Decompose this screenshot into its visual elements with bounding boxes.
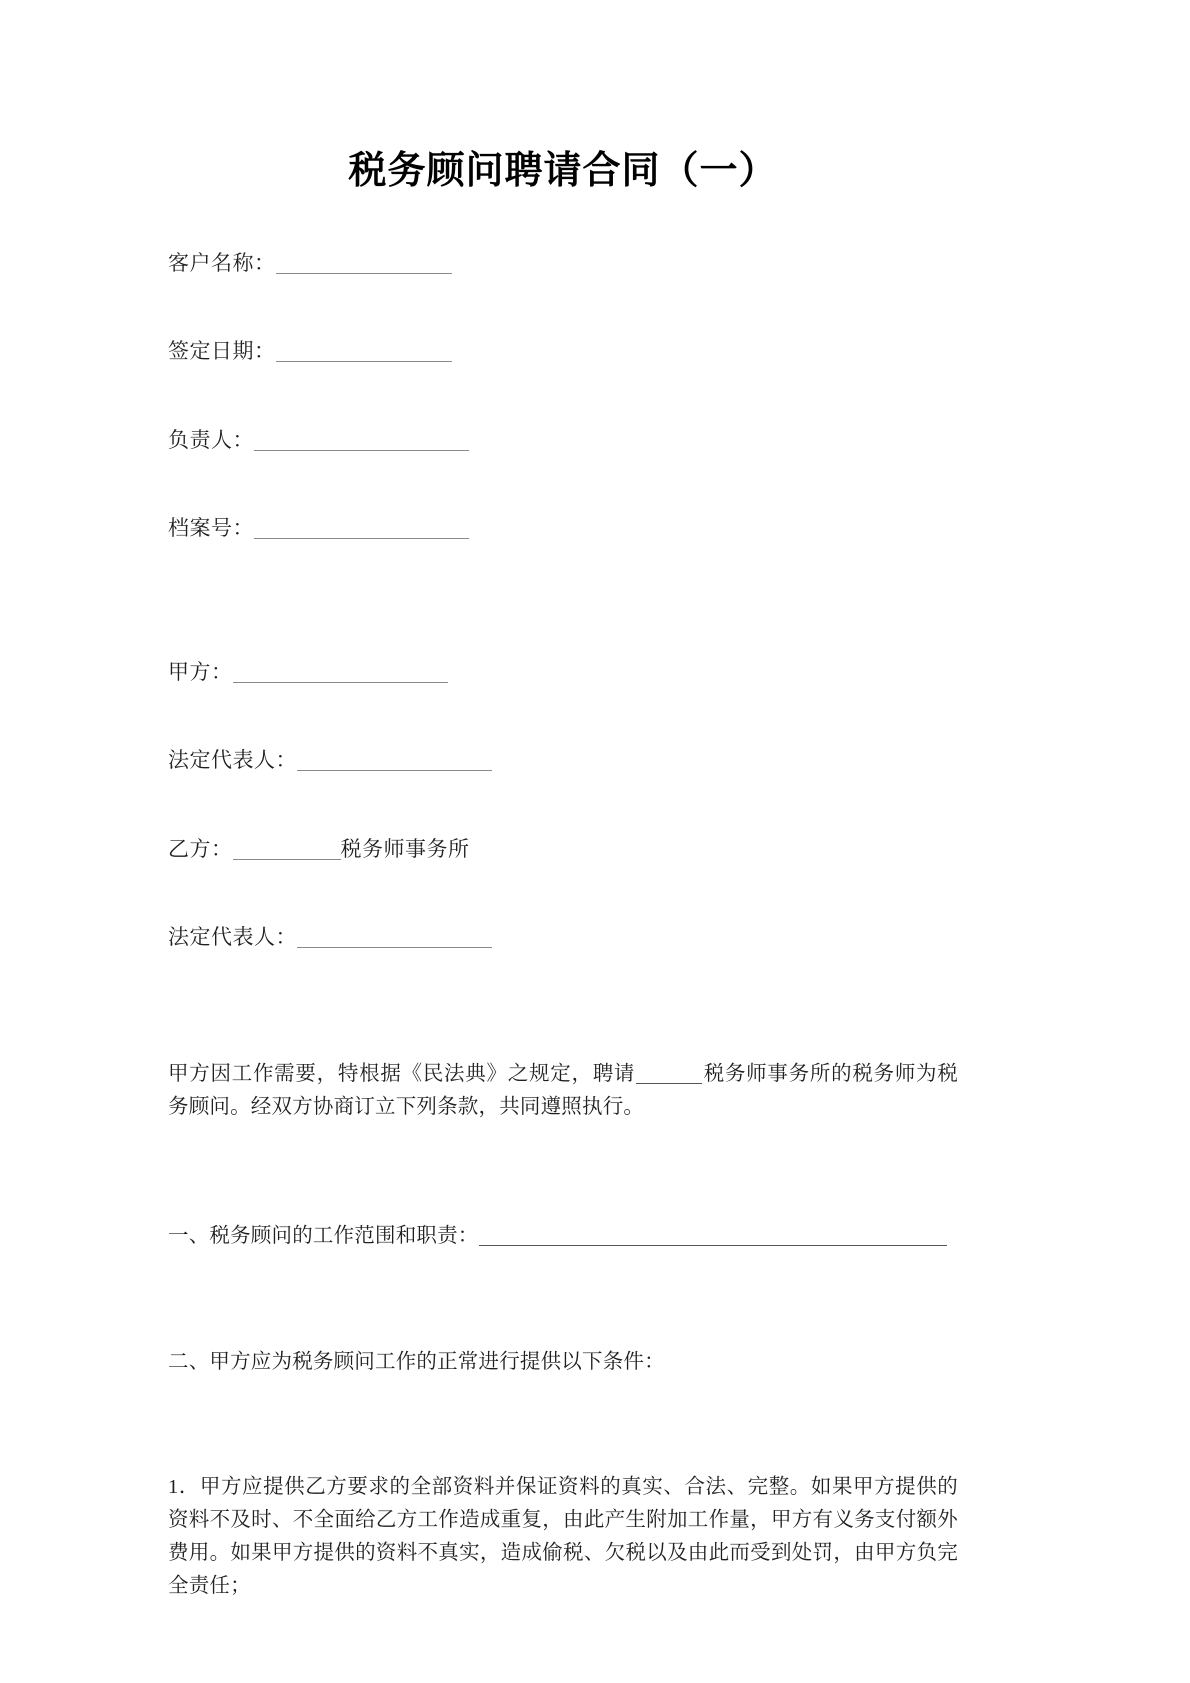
field-label-client-name: 客户名称： <box>168 250 276 275</box>
preamble-block <box>168 1058 958 1124</box>
field-row-person-in-charge <box>168 425 958 457</box>
field-row-client-name <box>168 248 958 280</box>
preamble-paragraph <box>168 1058 958 1124</box>
field-label-party-a: 甲方： <box>168 659 233 684</box>
field-suffix-party-b: 税务师事务所 <box>340 836 470 861</box>
field-blank-party-b[interactable] <box>233 858 341 860</box>
field-row-party-b <box>168 834 958 866</box>
field-list <box>168 248 958 954</box>
field-row-party-a <box>168 657 958 689</box>
field-blank-party-a[interactable] <box>233 681 448 683</box>
field-blank-sign-date[interactable] <box>276 360 452 362</box>
field-blank-legal-rep-b[interactable] <box>297 946 492 948</box>
section-two-heading: 二、甲方应为税务顾问工作的正常进行提供以下条件： <box>168 1350 665 1373</box>
field-blank-client-name[interactable] <box>276 272 452 274</box>
field-label-legal-rep-b: 法定代表人： <box>168 925 297 949</box>
field-label-legal-rep-a: 法定代表人： <box>168 748 297 772</box>
preamble-text-before-blank: 甲方因工作需要，特根据《民法典》之规定，聘请 <box>168 1062 636 1085</box>
section-one-heading: 一、税务顾问的工作范围和职责： <box>168 1224 479 1247</box>
page-title: 税务顾问聘请合同（一） <box>348 150 778 192</box>
field-label-sign-date: 签定日期： <box>168 339 276 363</box>
section-one <box>168 1220 958 1253</box>
field-label-archive-number: 档案号： <box>168 516 254 540</box>
preamble-inline-blank[interactable] <box>636 1082 702 1084</box>
preamble-text-after-blank: 税务师事务所的税务师为税务顾问。经双方协商订立下列条款，共同遵照执行。 <box>168 1062 958 1118</box>
field-label-party-b: 乙方： <box>168 836 233 861</box>
field-row-legal-rep-a <box>168 745 958 777</box>
clause-item-1: 1．甲方应提供乙方要求的全部资料并保证资料的真实、合法、完整。如果甲方提供的资料不及时、不全面给乙方工作造成重复，由此产生附加工作量，甲方有义务支付额外费用。如果甲方提供的资料不真实，造成偷税、欠税以及由此而受到处罚，由甲方负完全责任； <box>168 1475 958 1598</box>
field-blank-legal-rep-a[interactable] <box>297 769 492 771</box>
section-one-fill-rule[interactable] <box>479 1244 947 1246</box>
field-row-sign-date <box>168 336 958 368</box>
field-row-archive-number <box>168 513 958 545</box>
clause-block <box>168 1471 958 1604</box>
field-blank-person-in-charge[interactable] <box>254 449 469 451</box>
section-two <box>168 1346 958 1379</box>
document-content <box>168 0 958 1603</box>
section-one-heading-row <box>168 1220 958 1253</box>
field-label-person-in-charge: 负责人： <box>168 427 254 452</box>
field-row-legal-rep-b <box>168 922 958 954</box>
field-blank-archive-number[interactable] <box>254 537 469 539</box>
